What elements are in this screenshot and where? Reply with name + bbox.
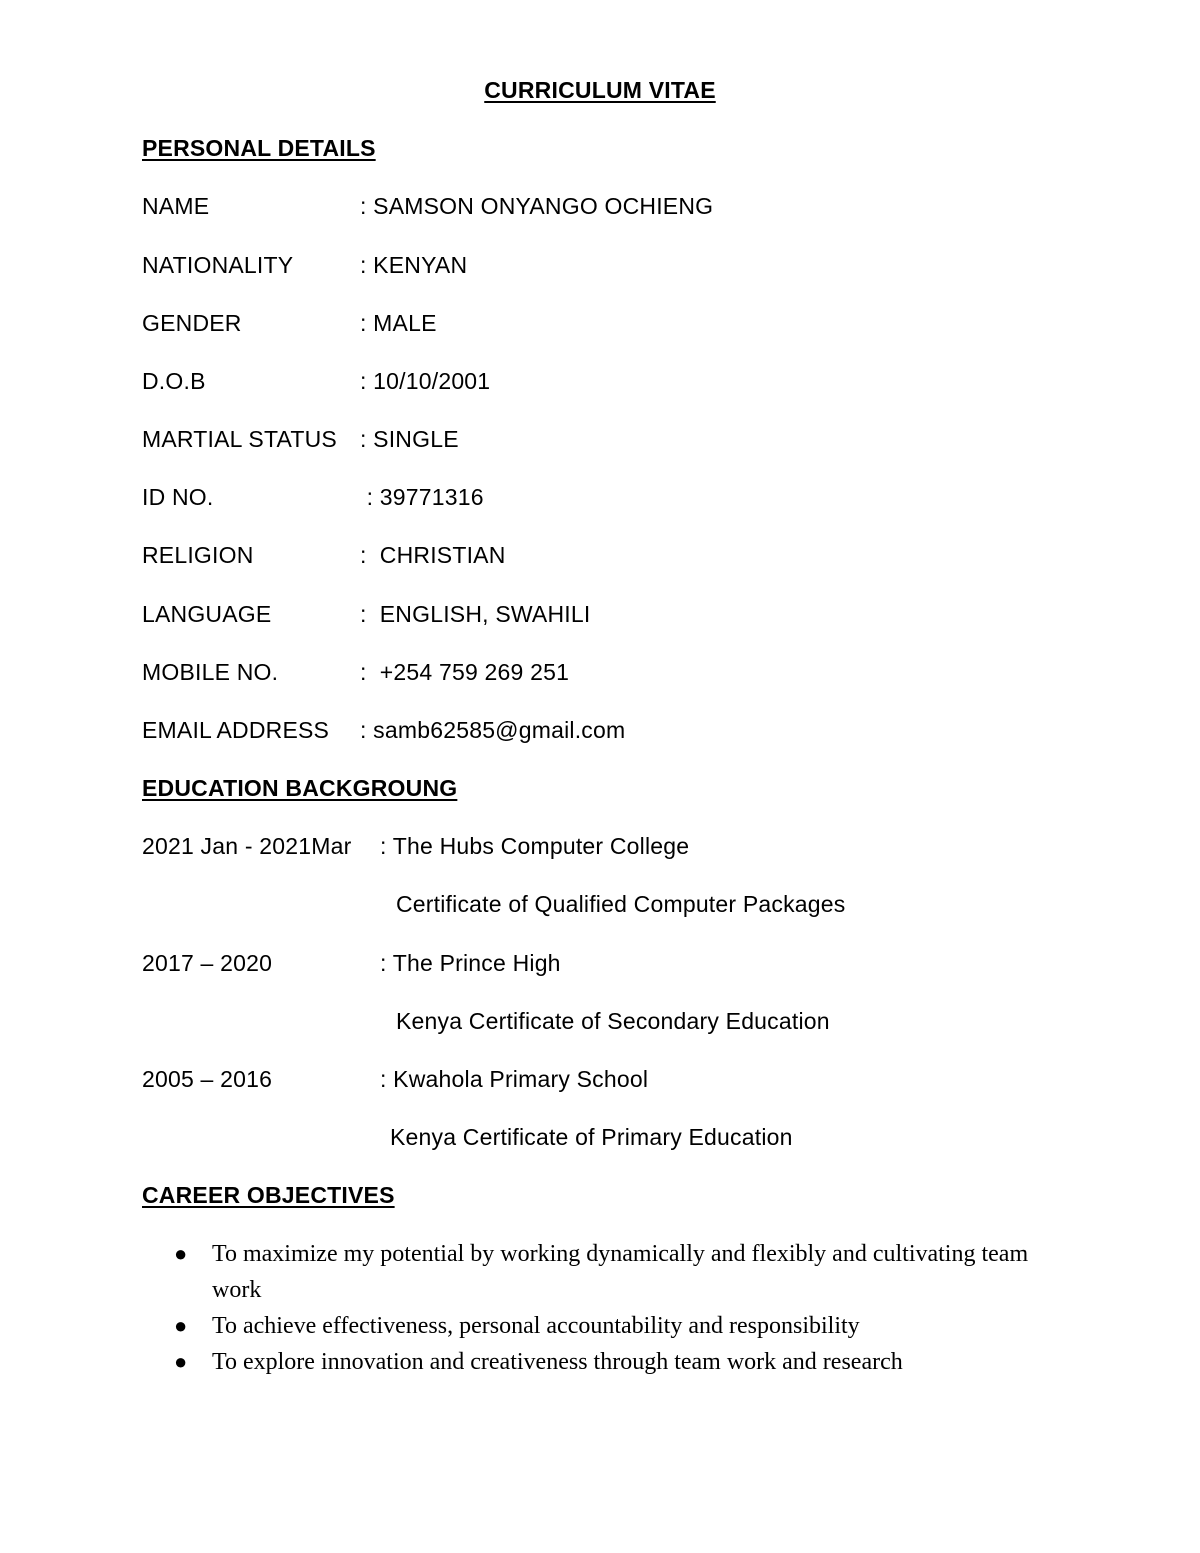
career-objectives-heading: CAREER OBJECTIVES: [142, 1182, 395, 1208]
religion-value: : CHRISTIAN: [360, 542, 506, 568]
nationality-label: NATIONALITY: [142, 252, 294, 278]
mobile-number-value: : +254 759 269 251: [360, 659, 570, 685]
name-value: : SAMSON ONYANGO OCHIENG: [360, 193, 714, 219]
religion-label: RELIGION: [142, 542, 254, 568]
id-number-value: : 39771316: [360, 484, 484, 510]
education-school: : The Prince High: [380, 950, 561, 976]
email-address-label: EMAIL ADDRESS: [142, 717, 330, 743]
id-number-label: ID NO.: [142, 484, 214, 510]
mobile-number-label: MOBILE NO.: [142, 659, 279, 685]
personal-details-heading: PERSONAL DETAILS: [142, 135, 376, 161]
dob-label: D.O.B: [142, 368, 206, 394]
objective-text: To explore innovation and creativeness through team work and research: [212, 1349, 903, 1375]
language-value: : ENGLISH, SWAHILI: [360, 601, 591, 627]
document-title: CURRICULUM VITAE: [484, 77, 716, 103]
education-period: 2005 – 2016: [142, 1066, 273, 1092]
list-item: [172, 1308, 1052, 1344]
career-objectives-list: [172, 1236, 1052, 1380]
objective-text: To achieve effectiveness, personal accountability and responsibility: [212, 1313, 860, 1339]
bullet-icon: ●: [174, 1313, 188, 1338]
list-item: [172, 1236, 1052, 1308]
education-school: : Kwahola Primary School: [380, 1066, 649, 1092]
name-label: NAME: [142, 193, 210, 219]
education-period: 2017 – 2020: [142, 950, 273, 976]
marital-status-label: MARTIAL STATUS: [142, 426, 337, 452]
education-heading: EDUCATION BACKGROUNG: [142, 775, 458, 801]
gender-value: : MALE: [360, 310, 437, 336]
education-certificate: Kenya Certificate of Primary Education: [390, 1124, 793, 1150]
bullet-icon: ●: [174, 1241, 188, 1266]
marital-status-value: : SINGLE: [360, 426, 459, 452]
education-certificate: Certificate of Qualified Computer Packages: [396, 891, 846, 917]
language-label: LANGUAGE: [142, 601, 272, 627]
gender-label: GENDER: [142, 310, 242, 336]
bullet-icon: ●: [174, 1349, 188, 1374]
dob-value: : 10/10/2001: [360, 368, 491, 394]
education-school: : The Hubs Computer College: [380, 833, 690, 859]
objective-text: To maximize my potential by working dynamically and flexibly and cultivating team work: [212, 1241, 1029, 1303]
nationality-value: : KENYAN: [360, 252, 468, 278]
list-item: [172, 1344, 1052, 1380]
email-address-value: : samb62585@gmail.com: [360, 717, 626, 743]
education-period: 2021 Jan - 2021Mar: [142, 833, 352, 859]
education-certificate: Kenya Certificate of Secondary Education: [396, 1008, 830, 1034]
